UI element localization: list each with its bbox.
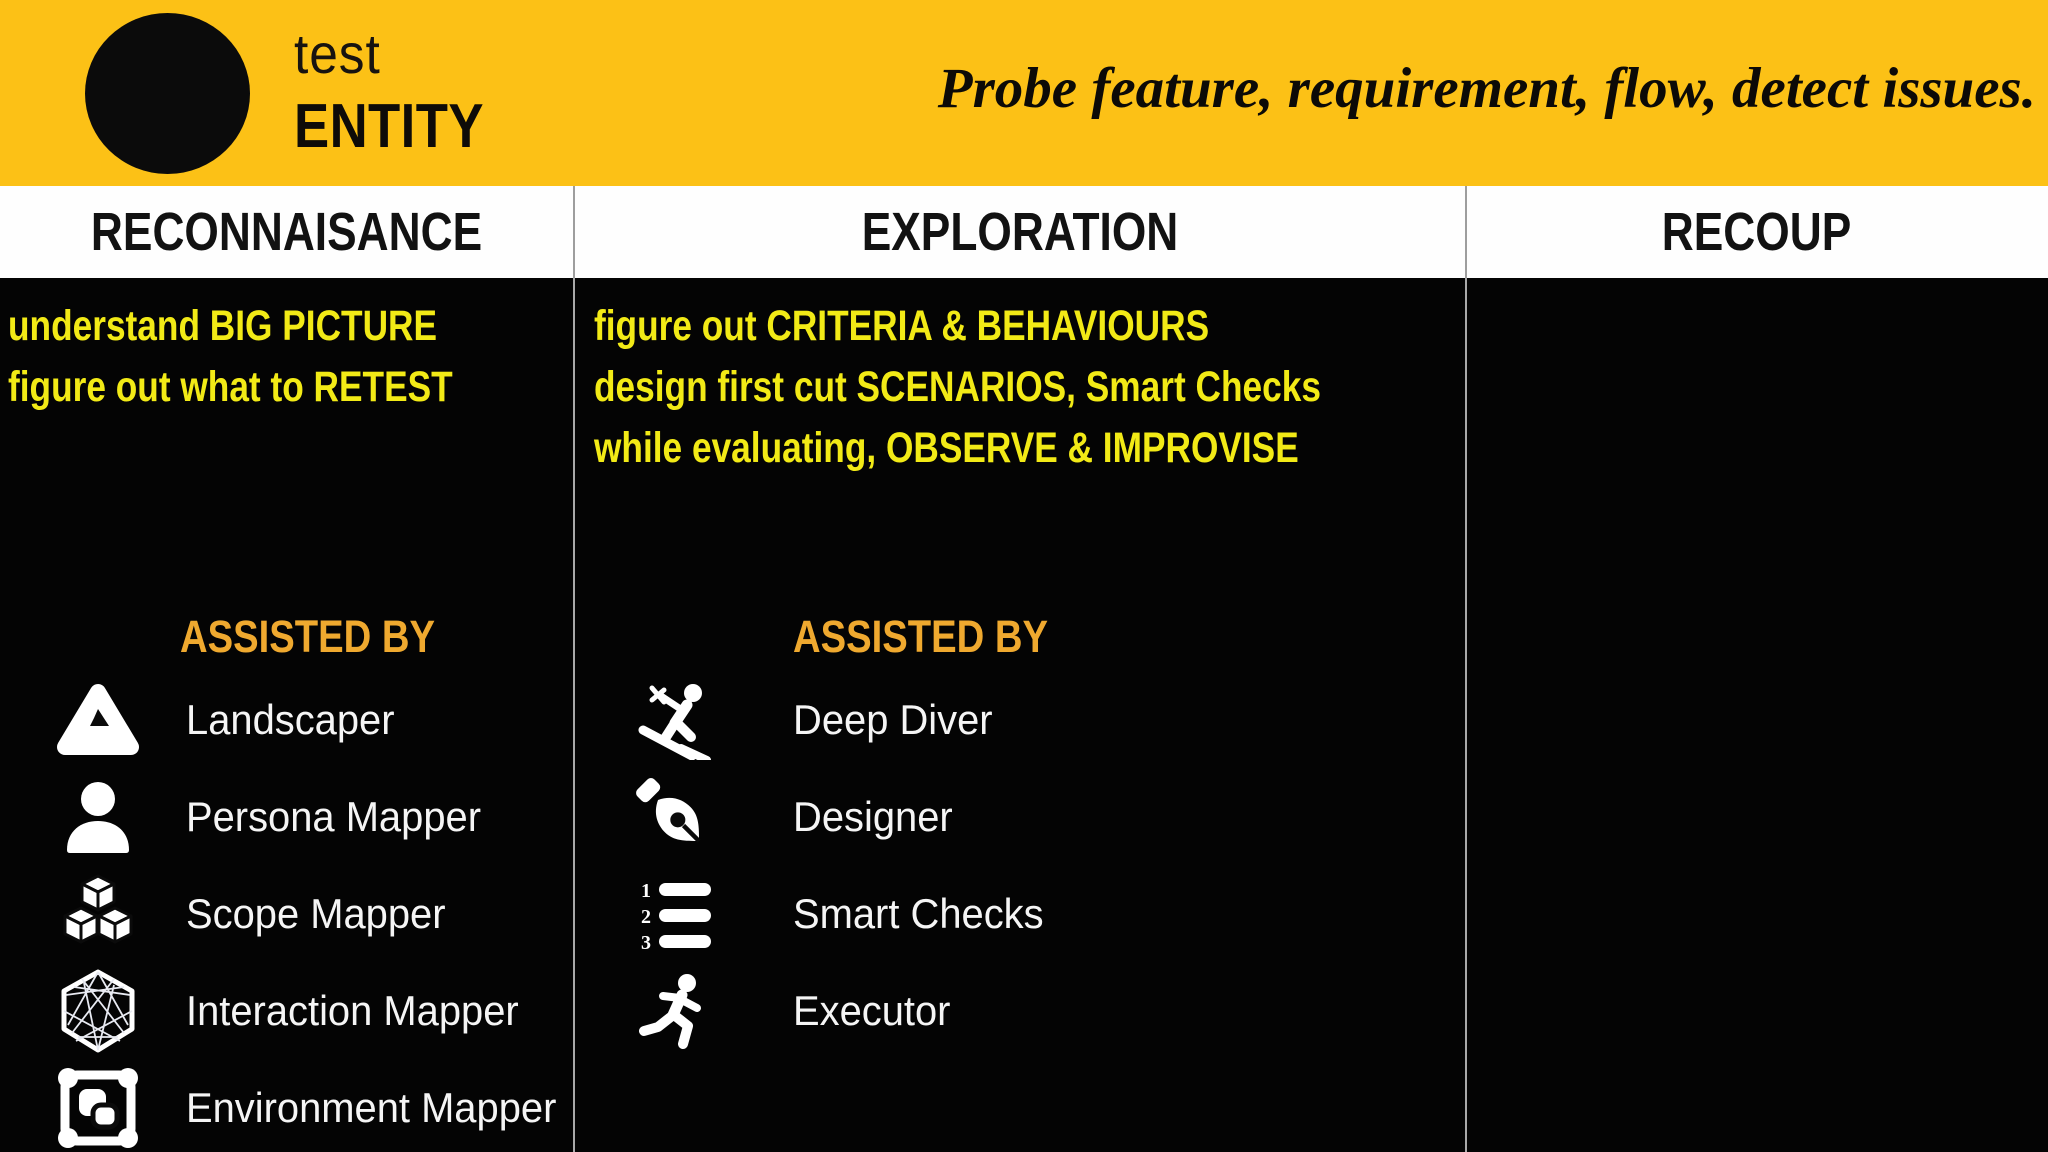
list-item-executor <box>575 962 1465 1059</box>
svg-text:3: 3 <box>641 931 651 954</box>
column-title-band <box>0 186 2048 278</box>
assistant-label: Deep Diver <box>793 695 993 743</box>
column-header-recoup <box>1467 186 2046 278</box>
list-item-designer <box>575 768 1465 865</box>
brand-header <box>0 0 2048 186</box>
assistant-label: Persona Mapper <box>186 792 481 840</box>
assisted-by-heading: ASSISTED BY <box>793 611 1049 662</box>
svg-text:2: 2 <box>641 905 651 928</box>
logo-circle-icon <box>85 13 250 174</box>
person-icon <box>54 773 142 861</box>
tagline: Probe feature, requirement, flow, detect issues. <box>937 57 2036 120</box>
hexagon-network-icon <box>54 967 142 1055</box>
cubes-icon <box>54 870 142 958</box>
list-item-deep-diver <box>575 671 1465 768</box>
skier-icon <box>635 680 715 760</box>
column-recoup <box>1467 278 2046 1152</box>
note-line: design first cut SCENARIOS, Smart Checks <box>594 363 1321 411</box>
assistant-list <box>0 671 573 1152</box>
note-line: while evaluating, OBSERVE & IMPROVISE <box>594 424 1299 472</box>
list-item-scope-mapper <box>0 865 573 962</box>
column-header-exploration <box>575 186 1467 278</box>
assistant-label: Interaction Mapper <box>186 986 519 1034</box>
assistant-label: Executor <box>793 986 951 1034</box>
pen-nib-icon <box>635 777 715 857</box>
logo-word-test: test <box>294 22 381 85</box>
assisted-by-heading: ASSISTED BY <box>180 611 436 662</box>
assistant-label: Environment Mapper <box>186 1083 557 1131</box>
list-item-interaction-mapper <box>0 962 573 1059</box>
list-item-smart-checks <box>575 865 1465 962</box>
column-exploration <box>575 278 1467 1152</box>
column-title-text: RECOUP <box>1661 202 1852 262</box>
column-header-reconnaisance <box>0 186 575 278</box>
column-title-text: RECONNAISANCE <box>90 202 483 262</box>
column-reconnaisance <box>0 278 575 1152</box>
exploration-notes <box>594 296 1467 479</box>
assistant-label: Designer <box>793 792 953 840</box>
logo-text <box>294 22 517 161</box>
frame-layers-icon <box>54 1064 142 1152</box>
list-item-persona-mapper <box>0 768 573 865</box>
runner-icon <box>635 971 715 1051</box>
logo-word-entity: ENTITY <box>294 92 484 161</box>
mountain-icon <box>54 676 142 764</box>
list-item-landscaper <box>0 671 573 768</box>
note-line: figure out what to RETEST <box>8 363 453 411</box>
content-area <box>0 278 2048 1152</box>
svg-text:1: 1 <box>641 879 651 902</box>
column-title-text: EXPLORATION <box>861 202 1179 262</box>
assistant-label: Scope Mapper <box>186 889 446 937</box>
assistant-label: Smart Checks <box>793 889 1044 937</box>
ordered-list-icon <box>635 874 715 954</box>
note-line: understand BIG PICTURE <box>8 302 438 350</box>
assistant-list <box>575 671 1465 1059</box>
list-item-environment-mapper <box>0 1059 573 1152</box>
note-line: figure out CRITERIA & BEHAVIOURS <box>594 302 1210 350</box>
assistant-label: Landscaper <box>186 695 395 743</box>
reconnaisance-notes <box>8 296 550 418</box>
